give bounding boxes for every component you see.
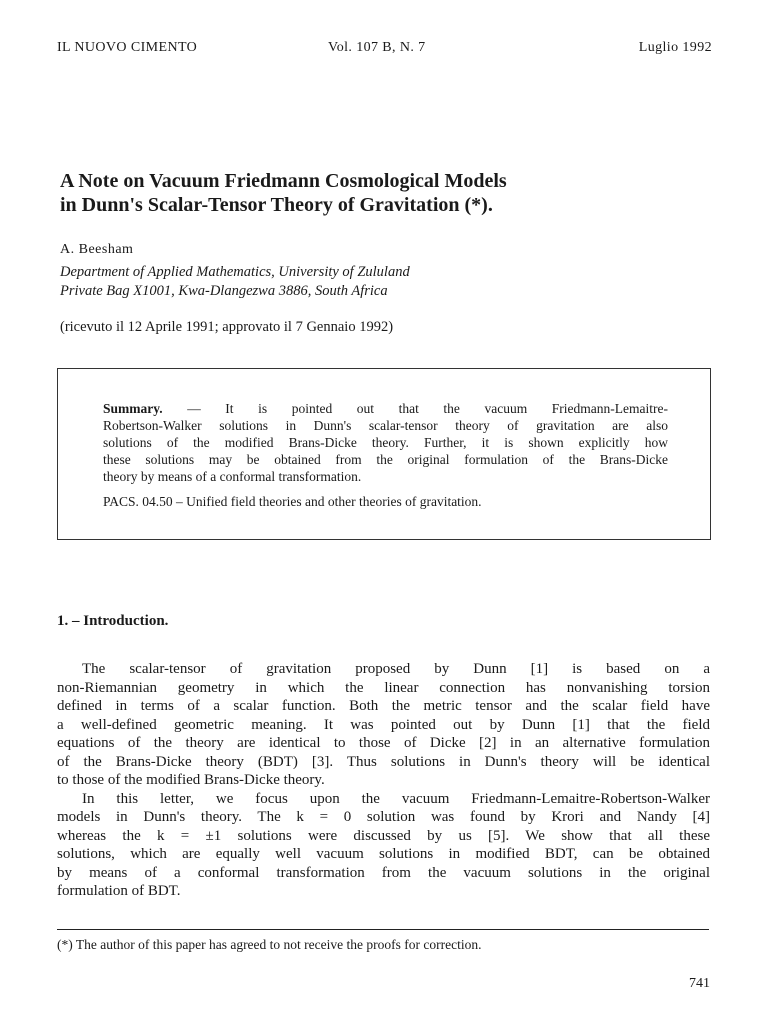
- affiliation-line-1: Department of Applied Mathematics, University of Zululand: [60, 264, 410, 280]
- volume-number: Vol. 107 B, N. 7: [328, 40, 426, 55]
- body-line: The scalar-tensor of gravitation proposed by Dunn [1] is based on a: [82, 661, 710, 677]
- pacs-classification: PACS. 04.50 – Unified field theories and other theories of gravitation.: [103, 494, 482, 509]
- received-dates: (ricevuto il 12 Aprile 1991; approvato il 7 Gennaio 1992): [60, 319, 394, 335]
- journal-name: IL NUOVO CIMENTO: [57, 40, 198, 55]
- body-line: In this letter, we focus upon the vacuum Friedmann-Lemaitre-Robertson-Walker: [82, 790, 710, 807]
- body-line: to those of the modified Brans-Dicke theory.: [57, 772, 325, 788]
- page-number: 741: [689, 976, 710, 991]
- body-line: solutions, which are equally well vacuum solutions in modified BDT, can be obtained: [57, 846, 710, 862]
- footnote: (*) The author of this paper has agreed to not receive the proofs for correction.: [57, 937, 482, 952]
- body-line: non-Riemannian geometry in which the linear connection has nonvanishing torsion: [57, 679, 710, 696]
- issue-date: Luglio 1992: [638, 40, 712, 55]
- summary-line: [103, 401, 668, 417]
- summary-label: Summary.: [103, 401, 163, 416]
- affiliation-line-2: Private Bag X1001, Kwa-Dlangezwa 3886, South Africa: [60, 283, 388, 299]
- summary-line: theory by means of a conformal transformation.: [103, 469, 362, 484]
- body-line: models in Dunn's theory. The k = 0 solution was found by Krori and Nandy [4]: [57, 809, 710, 825]
- body-line: a well-defined geometric meaning. It was pointed out by Dunn [1] that the field: [57, 716, 710, 733]
- section-heading: 1. – Introduction.: [57, 613, 169, 629]
- summary-text: — It is pointed out that the vacuum Friedmann-Lemaitre-: [187, 401, 668, 416]
- body-line: equations of the theory are identical to those of Dicke [2] in an alternative formulation: [57, 735, 710, 751]
- body-line: of the Brans-Dicke theory (BDT) [3]. Thus solutions in Dunn's theory will be identical: [57, 753, 710, 770]
- summary-line: these solutions may be obtained from the original formulation of the Brans-Dicke: [103, 452, 668, 467]
- paper-title-line-2: in Dunn's Scalar-Tensor Theory of Gravitation (*).: [60, 194, 493, 216]
- paper-title-line-1: A Note on Vacuum Friedmann Cosmological Models: [60, 170, 507, 192]
- author-name: A. Beesham: [60, 242, 134, 257]
- body-line: defined in terms of a scalar function. Both the metric tensor and the scalar field have: [57, 698, 710, 714]
- body-line: by means of a conformal transformation from the vacuum solutions in the original: [57, 864, 710, 881]
- summary-line: solutions of the modified Brans-Dicke theory. Further, it is shown explicitly how: [103, 435, 668, 450]
- body-line: whereas the k = ±1 solutions were discussed by us [5]. We show that all these: [57, 827, 710, 844]
- footnote-divider: [57, 929, 709, 930]
- summary-line: Robertson-Walker solutions in Dunn's scalar-tensor theory of gravitation are also: [103, 418, 668, 433]
- body-line: formulation of BDT.: [57, 883, 181, 899]
